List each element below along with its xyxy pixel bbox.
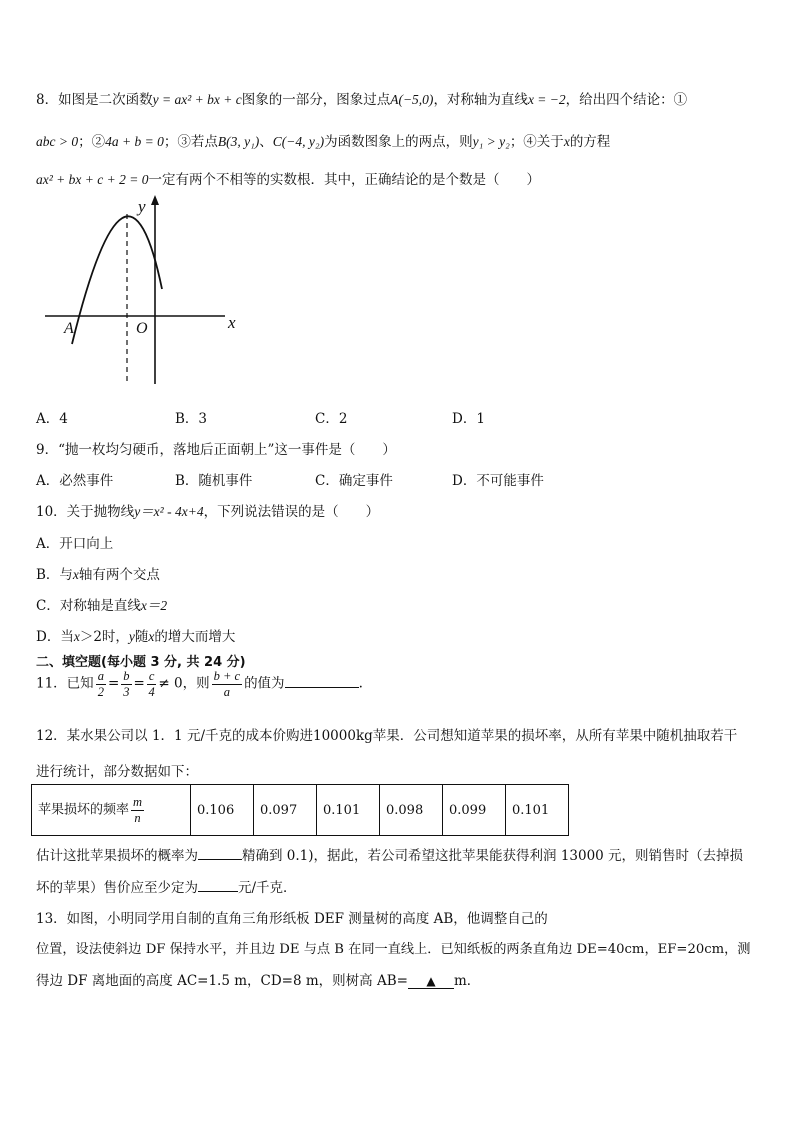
q10-text: D．当 [36, 629, 74, 645]
q8-text: 、 [259, 134, 273, 150]
q11-text: = [133, 675, 145, 692]
q8-line2 [36, 130, 610, 150]
q8-text: 8．如图是二次函数 [36, 92, 153, 108]
q9-option-b: B．随机事件 [175, 473, 253, 489]
q10-stem [36, 500, 379, 520]
q8-option-b: B．3 [175, 411, 208, 427]
table-cell: 0.101 [317, 785, 380, 836]
table-cell: 0.097 [254, 785, 317, 836]
frac-den: 2 [97, 684, 104, 699]
table-header-label: 苹果损坏的频率 [38, 802, 130, 818]
q12-price-blank[interactable] [198, 891, 238, 892]
q8-text: 图象的一部分，图象过点 [241, 92, 391, 108]
q8-conclusion-3: y₁ > y₂ [472, 134, 510, 149]
q11-text: 11．已知 [36, 675, 94, 692]
q13-text: m． [453, 973, 481, 989]
table-header-cell [32, 785, 191, 836]
q10-option-b [36, 563, 160, 583]
frac-num: b + c [213, 669, 241, 683]
q8-point-a: A(−5,0) [390, 92, 434, 107]
q10-text: 轴有两个交点 [78, 567, 160, 583]
q10-var-y: y [128, 629, 135, 644]
q10-function: y＝x² - 4x+4 [134, 504, 204, 519]
frac-num: b [123, 669, 130, 683]
q8-axis: x = −2 [527, 92, 566, 107]
table-cell: 0.099 [443, 785, 506, 836]
q11-answer-blank[interactable] [285, 687, 359, 688]
frac-den: 3 [123, 684, 130, 699]
q8-line1 [36, 88, 687, 108]
q11-fraction-c [147, 670, 157, 698]
q12-text: 估计这批苹果损坏的概率为 [36, 848, 198, 864]
q10-text: C．对称轴是直线 [36, 598, 141, 614]
q11-text: 的值为 [244, 675, 285, 692]
q8-text: 的方程 [569, 134, 611, 150]
q11-fraction-bc-a [212, 670, 242, 698]
q12-probability-blank[interactable] [198, 859, 242, 860]
q10-axis: x＝2 [140, 598, 168, 613]
q9-option-c: C．确定事件 [315, 473, 393, 489]
q13-answer-blank[interactable] [408, 974, 454, 989]
q9-option-a: A．必然事件 [36, 473, 114, 489]
q12-amount: 10000kg [313, 728, 373, 744]
q8-conclusion-1: abc > 0 [36, 134, 79, 149]
table-header-fraction [131, 796, 144, 824]
q9-stem: 9．“抛一枚均匀硬币，落地后正面朝上”这一事件是（ ） [36, 442, 396, 458]
q8-point-c: C(−4, y₂) [272, 134, 325, 149]
q8-text: ；④关于 [509, 134, 564, 150]
q10-option-d [36, 625, 235, 645]
y-axis-arrow [151, 195, 159, 205]
q12-line2: 进行统计，部分数据如下： [36, 764, 198, 780]
q8-text: ，给出四个结论：① [565, 92, 688, 108]
q10-text: 10．关于抛物线 [36, 504, 135, 520]
q11-text: = [107, 675, 120, 692]
q8-text: 一定有两个不相等的实数根．其中，正确结论的是个数是（ ） [148, 172, 540, 188]
q10-var-x: x [72, 567, 79, 582]
frac-den: n [134, 810, 141, 825]
parabola-curve [72, 216, 162, 344]
origin-label: O [136, 320, 148, 337]
parabola-graph [40, 192, 250, 388]
q11-fraction-a [96, 670, 106, 698]
q12-line4 [36, 876, 297, 896]
q10-text: ＞2时， [79, 629, 129, 645]
q13-line1: 13．如图，小明同学用自制的直角三角形纸板 DEF 测量树的高度 AB，他调整自己的 [36, 911, 548, 927]
table-cell: 0.106 [191, 785, 254, 836]
frac-num: a [97, 669, 104, 683]
q10-option-c [36, 594, 167, 614]
q11-fraction-b [121, 670, 131, 698]
q13-line3 [36, 969, 480, 989]
q10-option-a: A．开口向上 [36, 536, 114, 552]
frac-num: c [148, 669, 155, 683]
q8-option-c: C．2 [315, 411, 348, 427]
q8-function: y = ax² + bx + c [152, 92, 242, 107]
q8-text: ；② [78, 134, 106, 150]
q11 [36, 670, 363, 698]
point-a-label: A [64, 320, 74, 337]
q13-text: 得边 DF 离地面的高度 AC=1.5 m，CD=8 m，则树高 AB= [36, 973, 408, 989]
q8-equation: ax² + bx + c + 2 = 0 [36, 172, 149, 187]
frac-den: a [223, 684, 230, 699]
q10-var-x: x [148, 629, 155, 644]
q12-text: 精确到 0.1)，据此，若公司希望这批苹果能获得利润 13000 元，则销售时（去掉损 [242, 848, 744, 864]
table-cell: 0.101 [506, 785, 569, 836]
x-axis-label: x [228, 313, 236, 332]
table-cell: 0.098 [380, 785, 443, 836]
q11-text: . [358, 675, 363, 692]
q12-text: 坏的苹果）售价应至少定为 [36, 880, 198, 896]
q8-line3 [36, 168, 540, 188]
y-axis-label: y [138, 197, 146, 216]
q10-text: B．与 [36, 567, 73, 583]
frac-den: 4 [148, 684, 155, 699]
q8-text: 为函数图象上的两点，则 [324, 134, 473, 150]
table-row [32, 785, 569, 836]
q10-text: ，下列说法错误的是（ ） [203, 504, 380, 520]
section-title: 二、填空题(每小题 3 分, 共 24 分) [36, 655, 246, 670]
q8-point-b: B(3, y₁) [217, 134, 260, 149]
q10-text: 的增大而增大 [154, 629, 236, 645]
frequency-table [31, 784, 569, 836]
frac-num: m [133, 795, 143, 809]
q8-conclusion-2: 4a + b = 0 [105, 134, 164, 149]
q8-var-x: x [563, 134, 570, 149]
q8-option-a: A．4 [36, 411, 68, 427]
q8-text: ，对称轴为直线 [433, 92, 528, 108]
q10-text: 随 [134, 629, 149, 645]
q9-option-d: D．不可能事件 [452, 473, 544, 489]
q8-text: ；③若点 [163, 134, 218, 150]
q12-text: 12．某水果公司以 1．1 元/千克的成本价购进 [36, 728, 313, 744]
q12-text: 苹果．公司想知道苹果的损坏率，从所有苹果中随机抽取若干 [372, 728, 738, 744]
q13-line2: 位置，设法使斜边 DF 保持水平，并且边 DE 与点 B 在同一直线上．已知纸板的两条直角边 DE=40cm，EF=20cm，测 [36, 942, 751, 957]
q12-line3 [36, 844, 743, 864]
q10-var-x: x [73, 629, 80, 644]
q12-line1 [36, 724, 737, 744]
q12-text: 元/千克． [238, 880, 297, 896]
triangle-mark-icon: ▲ [426, 974, 436, 988]
q8-option-d: D．1 [452, 411, 485, 427]
q11-text: ≠ 0，则 [158, 675, 210, 692]
